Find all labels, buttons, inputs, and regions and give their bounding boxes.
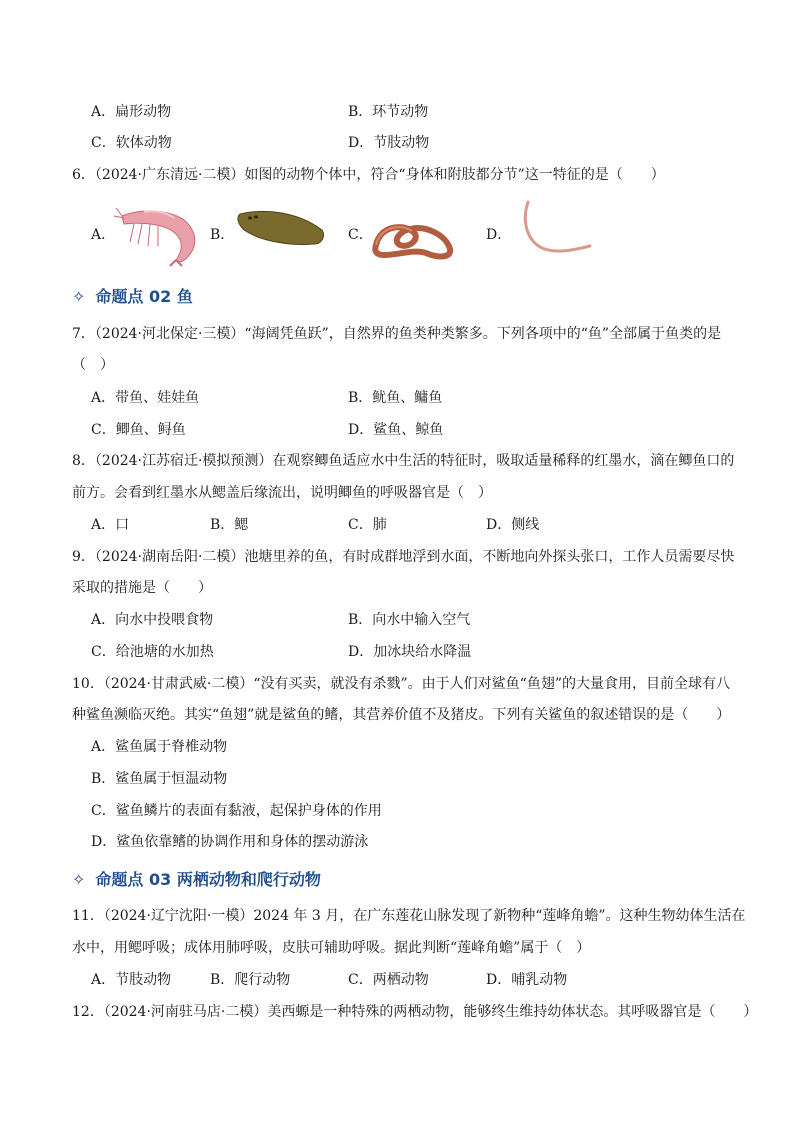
q7-option-c: C．鲫鱼、鲟鱼 <box>91 422 186 438</box>
sparkle-icon: ✧ <box>72 287 86 306</box>
q11-stem-line2: 水中，用鳃呼吸；成体用肺呼吸，皮肤可辅助呼吸。据此判断“莲峰角蟾”属于（ ） <box>72 940 591 956</box>
q10-option-c: C．鲨鱼鳞片的表面有黏液，起保护身体的作用 <box>91 803 382 819</box>
q8-option-a: A．口 <box>91 517 130 533</box>
q9-option-c: C．给池塘的水加热 <box>91 644 214 660</box>
q6-option-b: B． <box>210 227 235 243</box>
flatworm-image <box>236 206 328 250</box>
q10-option-a: A．鲨鱼属于脊椎动物 <box>91 739 228 755</box>
q7-option-a: A．带鱼、娃娃鱼 <box>91 390 200 406</box>
q6-stem: 6．（2024·广东清远·二模）如图的动物个体中，符合“身体和附肢都分节”这一特征的是（ ） <box>72 167 665 183</box>
q11-option-a: A．节肢动物 <box>91 972 172 988</box>
section-heading-fish <box>72 286 193 308</box>
q5-option-b: B．环节动物 <box>348 104 429 120</box>
q8-option-b: B．鳃 <box>210 517 249 533</box>
q11-option-d: D．哺乳动物 <box>486 972 568 988</box>
q9-option-d: D．加冰块给水降温 <box>348 644 472 660</box>
roundworm-image <box>520 200 594 256</box>
q9-stem-line1: 9．（2024·湖南岳阳·二模）池塘里养的鱼，有时成群地浮到水面，不断地向外探头张口，工作人员需要尽快 <box>72 549 735 565</box>
q8-stem-line2: 前方。会看到红墨水从鳃盖后缘流出，说明鲫鱼的呼吸器官是（ ） <box>72 485 492 501</box>
q8-option-d: D．侧线 <box>486 517 540 533</box>
q11-stem-line1: 11．（2024·辽宁沈阳·一模）2024 年 3 月，在广东莲花山脉发现了新物种“莲峰角蟾”。这种生物幼体生活在 <box>72 908 746 924</box>
q7-stem-line2: （ ） <box>72 357 114 373</box>
section-title: 命题点 03 两栖动物和爬行动物 <box>95 870 321 889</box>
q9-option-a: A．向水中投喂食物 <box>91 612 214 628</box>
earthworm-image <box>370 205 456 261</box>
q6-option-a: A． <box>91 227 116 243</box>
q7-option-b: B．鱿鱼、鳙鱼 <box>348 390 443 406</box>
section-title: 命题点 02 鱼 <box>95 287 193 306</box>
q10-option-d: D．鲨鱼依靠鳍的协调作用和身体的摆动游泳 <box>91 834 369 850</box>
sparkle-icon: ✧ <box>72 870 86 889</box>
q9-stem-line2: 采取的措施是（ ） <box>72 580 212 596</box>
q6-option-c: C． <box>348 227 373 243</box>
q8-option-c: C．肺 <box>348 517 387 533</box>
q11-option-b: B．爬行动物 <box>210 972 291 988</box>
q11-option-c: C．两栖动物 <box>348 972 429 988</box>
q9-option-b: B．向水中输入空气 <box>348 612 471 628</box>
section-heading-amphibians-reptiles <box>72 869 321 891</box>
q12-stem: 12．（2024·河南驻马店·二模）美西螈是一种特殊的两栖动物，能够终生维持幼体状态。其呼吸器官是（ ） <box>72 1004 758 1020</box>
q5-option-d: D．节肢动物 <box>348 135 430 151</box>
q10-option-b: B．鲨鱼属于恒温动物 <box>91 771 228 787</box>
q10-stem-line2: 种鲨鱼濒临灭绝。其实“鱼翅”就是鲨鱼的鳍，其营养价值不及猪皮。下列有关鲨鱼的叙述错误的是（ ） <box>72 707 731 723</box>
q6-option-d: D． <box>486 227 512 243</box>
q5-option-a: A．扁形动物 <box>91 104 172 120</box>
q5-option-c: C．软体动物 <box>91 135 172 151</box>
q7-option-d: D．鲨鱼、鲸鱼 <box>348 422 444 438</box>
q10-stem-line1: 10．（2024·甘肃武威·二模）“没有买卖，就没有杀戮”。由于人们对鲨鱼“鱼翅”的大量食用，目前全球有八 <box>72 676 730 692</box>
shrimp-image <box>114 202 202 268</box>
q8-stem-line1: 8．（2024·江苏宿迁·模拟预测）在观察鲫鱼适应水中生活的特征时，吸取适量稀释的红墨水，滴在鲫鱼口的 <box>72 453 735 469</box>
q7-stem-line1: 7．（2024·河北保定·三模）“海阔凭鱼跃”，自然界的鱼类种类繁多。下列各项中的“鱼”全部属于鱼类的是 <box>72 326 722 342</box>
